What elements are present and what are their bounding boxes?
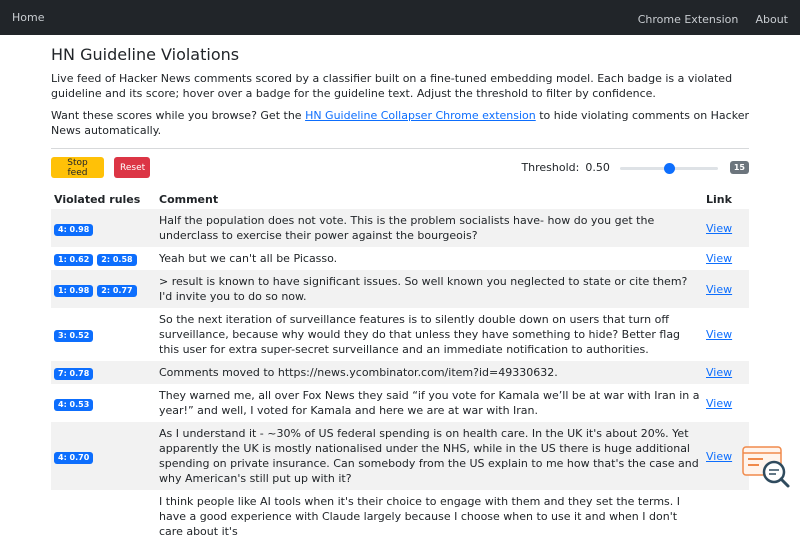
table-row xyxy=(51,490,749,543)
view-link[interactable]: View xyxy=(706,449,733,463)
nav-chrome-extension-link[interactable]: Chrome Extension xyxy=(637,13,739,26)
rules-cell xyxy=(51,270,156,308)
rules-cell xyxy=(51,209,156,247)
threshold-slider[interactable] xyxy=(620,162,718,174)
comment-cell: > result is known to have significant issues. So well known you neglected to state or cite them? I'd invite you to do so now. xyxy=(156,270,703,308)
violations-table xyxy=(51,189,749,543)
extension-promo-suffix: to hide violating comments on Hacker News automatically. xyxy=(51,109,749,137)
table-body xyxy=(51,209,749,543)
controls-bar xyxy=(51,157,749,179)
comment-cell: As I understand it - ~30% of US federal spending is on health care. In the UK it's about 20%. Yet apparently the UK is mostly nationalised under the NHS, while in the US there is huge additional spending on private insurance. Can somebody from the US explain to me how that's the case and why American's still put up with it? xyxy=(156,422,703,490)
view-link[interactable]: View xyxy=(706,328,733,341)
table-row xyxy=(51,247,749,270)
link-cell xyxy=(703,384,749,422)
header-comment: Comment xyxy=(159,192,219,206)
link-cell xyxy=(703,308,749,361)
link-cell xyxy=(703,270,749,308)
nav-home-link[interactable]: Home xyxy=(12,11,45,24)
rule-badge[interactable]: 7: 0.78 xyxy=(54,368,93,380)
rules-cell xyxy=(51,490,156,543)
rule-badge[interactable]: 2: 0.77 xyxy=(97,285,136,297)
link-cell xyxy=(703,490,749,543)
rules-cell xyxy=(51,384,156,422)
stop-feed-button[interactable]: Stop feed xyxy=(51,157,104,178)
search-icon xyxy=(741,445,791,490)
comment-cell: So the next iteration of surveillance features is to silently double down on users that turn off surveillance, because why would they do that unless they have something to hide? Better flag this user for extra super-secret surveillance and an immediate notification to authorities. xyxy=(159,313,681,356)
link-cell xyxy=(703,209,749,247)
threshold-control xyxy=(521,157,749,178)
divider xyxy=(51,148,749,149)
page-title: HN Guideline Violations xyxy=(51,45,240,64)
reset-button[interactable]: Reset xyxy=(114,157,150,178)
floating-search-button[interactable] xyxy=(741,445,791,490)
rules-cell xyxy=(51,308,156,361)
view-link[interactable]: View xyxy=(706,221,733,235)
header-link: Link xyxy=(706,192,732,206)
comment-cell: Half the population does not vote. This is the problem socialists have- how do you get the underclass to exercise their power against the bourgeois? xyxy=(156,209,703,247)
comment-cell: I think people like AI tools when it's their choice to engage with them and they set the terms. I have a good experience with Claude largely because I choose when to use it and when I don't care about it's xyxy=(159,495,680,538)
link-cell xyxy=(703,247,749,270)
table-row xyxy=(51,270,749,308)
comment-cell: Yeah but we can't all be Picasso. xyxy=(159,252,338,265)
rule-badge[interactable]: 4: 0.53 xyxy=(54,399,93,411)
extension-promo xyxy=(51,108,749,138)
count-badge: 15 xyxy=(730,161,749,174)
link-cell xyxy=(703,361,749,384)
nav-about-link[interactable]: About xyxy=(755,13,788,26)
chrome-extension-link[interactable]: HN Guideline Collapser Chrome extension xyxy=(305,109,536,122)
intro-text: Live feed of Hacker News comments scored by a classifier built on a fine-tuned embedding model. Each badge is a violated guideline and its score; hover over a badge for the guideline text. Adjust the threshold to filter by confidence. xyxy=(51,72,733,100)
extension-promo-prefix: Want these scores while you browse? Get the xyxy=(51,109,306,122)
main-container xyxy=(51,35,749,543)
view-link[interactable]: View xyxy=(706,282,733,296)
rules-cell xyxy=(51,422,156,490)
rules-cell xyxy=(51,361,156,384)
view-link[interactable]: View xyxy=(706,252,733,265)
table-row xyxy=(51,361,749,384)
navbar xyxy=(0,0,800,35)
rules-cell xyxy=(51,247,156,270)
rule-badge[interactable]: 3: 0.52 xyxy=(54,330,93,342)
table-row xyxy=(51,422,749,490)
rule-badge[interactable]: 4: 0.98 xyxy=(54,224,93,236)
comment-cell: They warned me, all over Fox News they said “if you vote for Kamala we’ll be at war with Iran in a year!” and well, I voted for Kamala and here we are at war with Iran. xyxy=(159,389,700,417)
view-link[interactable]: View xyxy=(706,396,733,410)
rule-badge[interactable]: 4: 0.70 xyxy=(54,452,93,464)
table-row xyxy=(51,209,749,247)
header-violated-rules: Violated rules xyxy=(54,192,141,206)
comment-cell: Comments moved to https://news.ycombinator.com/item?id=49330632. xyxy=(156,361,703,384)
nav-right xyxy=(626,8,788,27)
table-row xyxy=(51,384,749,422)
rule-badge[interactable]: 1: 0.98 xyxy=(54,285,93,297)
rule-badge[interactable]: 1: 0.62 xyxy=(54,254,93,266)
threshold-value: 0.50 xyxy=(585,161,610,174)
slider-thumb[interactable] xyxy=(664,163,675,174)
view-link[interactable]: View xyxy=(706,366,733,379)
threshold-label: Threshold: xyxy=(521,161,580,174)
table-header-row xyxy=(51,189,749,209)
table-row xyxy=(51,308,749,361)
rule-badge[interactable]: 2: 0.58 xyxy=(97,254,136,266)
